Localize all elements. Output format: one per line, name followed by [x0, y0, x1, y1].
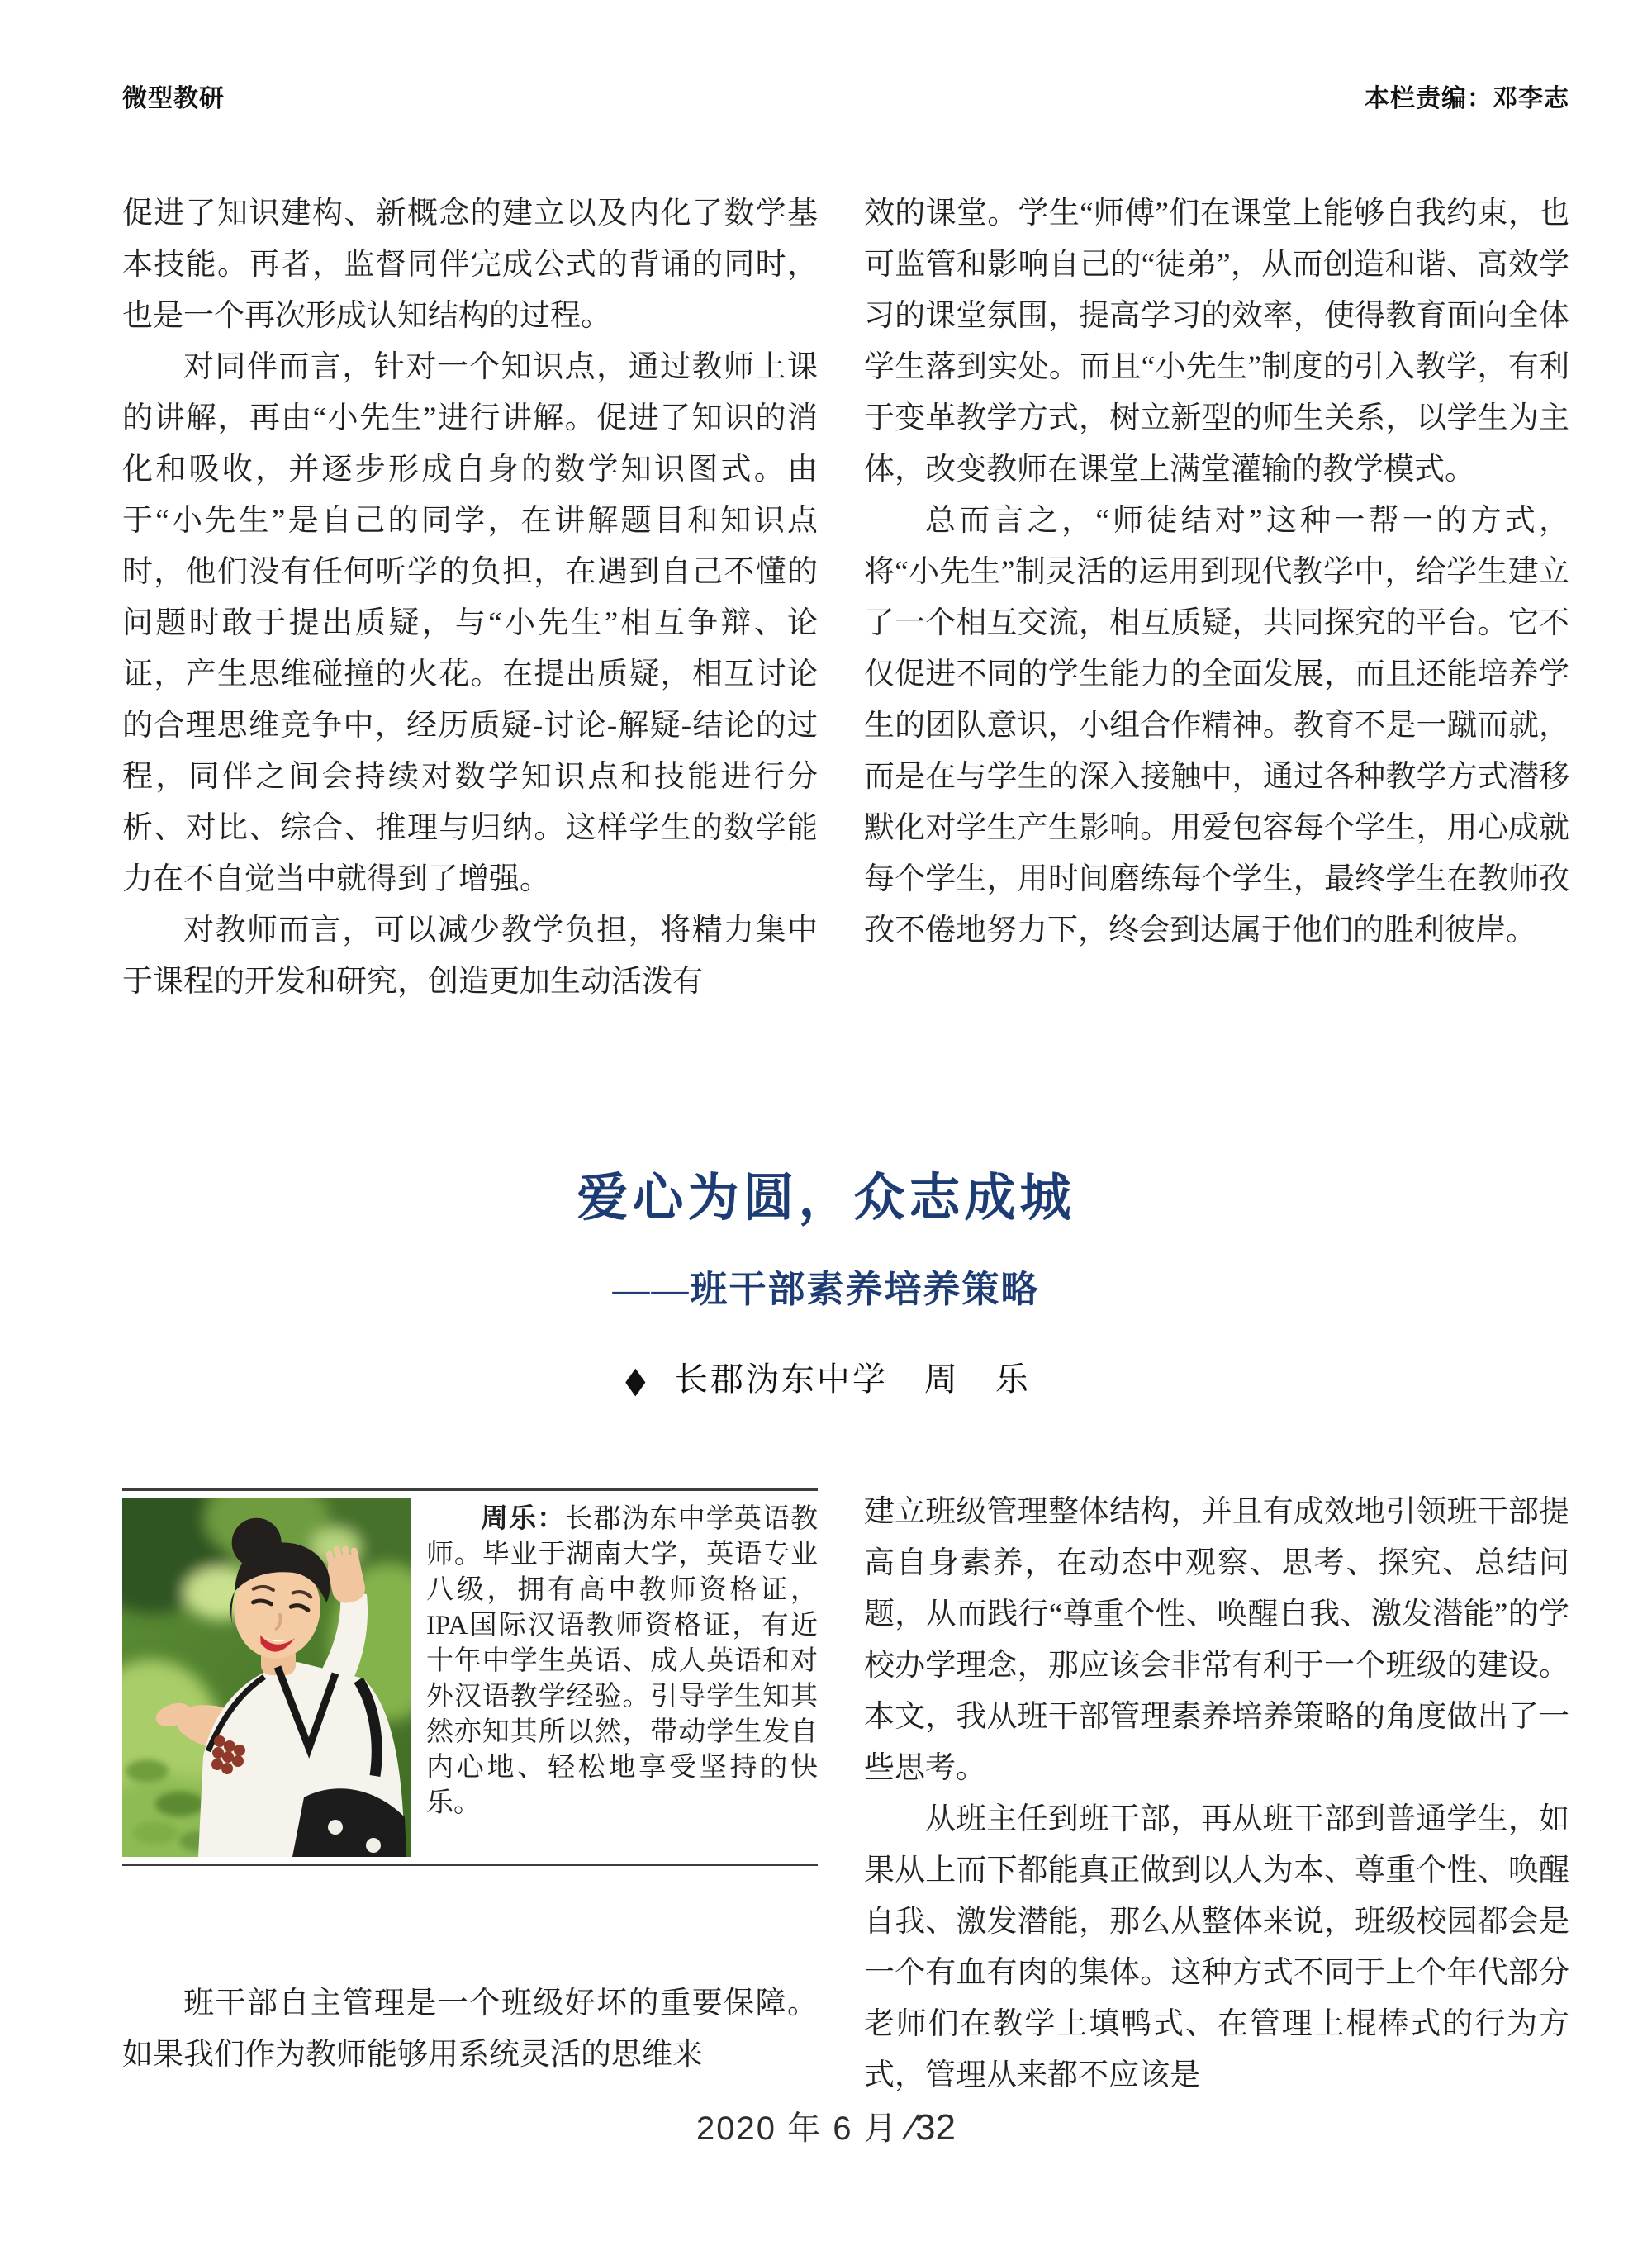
bio-paragraph: [426, 1502, 818, 1821]
paragraph: 效的课堂。学生“师傅”们在课堂上能够自我约束，也可监管和影响自己的“徒弟”，从而创造和谐、高效学习的课堂氛围，提高学习的效率，使得教育面向全体学生落到实处。而且“小先生”制度的引入教学，有利于变革教学方式，树立新型的师生关系，以学生为主体，改变教师在课堂上满堂灌输的教学模式。: [864, 197, 1569, 487]
author-school: 长郡沩东中学: [674, 1360, 888, 1398]
paragraph: 对同伴而言，针对一个知识点，通过教师上课的讲解，再由“小先生”进行讲解。促进了知识的消化和吸收，并逐步形成自身的数学知识图式。由于“小先生”是自己的同学，在讲解题目和知识点时，他们没有任何听学的负担，在遇到自己不懂的问题时敢于提出质疑，与“小先生”相互争辩、论证，产生思维碰撞的火花。在提出质疑，相互讨论的合理思维竞争中，经历质疑-讨论-解疑-结论的过程，同伴之间会持续对数学知识点和技能进行分析、对比、综合、推理与归纳。这样学生的数学能力在不自觉当中就得到了增强。: [122, 350, 818, 896]
bio-box-top-rule: [122, 1488, 818, 1491]
footer-date: 2020 年 6 月: [696, 2110, 899, 2147]
footer-page-number: ∕32: [909, 2107, 956, 2148]
article-column-right: [864, 1487, 1569, 2101]
article-subtitle: ——班干部素养培养策略: [612, 1269, 1040, 1310]
author-bio: [426, 1502, 818, 1821]
header-section-label: 微型教研: [122, 85, 225, 112]
page-footer: [0, 2102, 1652, 2149]
top-article-column-right: [864, 188, 1569, 957]
bio-box-bottom-rule: [122, 1864, 818, 1866]
diamond-icon: ◆: [625, 1360, 648, 1400]
header-editor-label: 本栏责编：邓李志: [1365, 85, 1569, 112]
article-column-left: [122, 1978, 818, 2081]
paragraph: 建立班级管理整体结构，并且有成效地引领班干部提高自身素养，在动态中观察、思考、探究、总结问题，从而践行“尊重个性、唤醒自我、激发潜能”的学校办学理念，那应该会非常有利于一个班级的建设。本文，我从班干部管理素养培养策略的角度做出了一些思考。: [864, 1495, 1569, 1785]
paragraph: 班干部自主管理是一个班级好坏的重要保障。如果我们作为教师能够用系统灵活的思维来: [122, 1987, 818, 2072]
bio-text: 长郡沩东中学英语教师。毕业于湖南大学，英语专业八级，拥有高中教师资格证，IPA国际汉语教师资格证，有近十年中学生英语、成人英语和对外汉语教学经验。引导学生知其然亦知其所以然，带动学生发自内心地、轻松地享受坚持的快乐。: [426, 1504, 819, 1818]
bio-author-name: 周乐：: [481, 1504, 566, 1534]
author-name: 周 乐: [923, 1360, 1031, 1398]
paragraph: 促进了知识建构、新概念的建立以及内化了数学基本技能。再者，监督同伴完成公式的背诵的同时，也是一个再次形成认知结构的过程。: [122, 197, 818, 333]
paragraph: 从班主任到班干部，再从班干部到普通学生，如果从上而下都能真正做到以人为本、尊重个性、唤醒自我、激发潜能，那么从整体来说，班级校园都会是一个有血有肉的集体。这种方式不同于上个年代部分老师们在教学上填鸭式、在管理上棍棒式的行为方式，管理从来都不应该是: [864, 1802, 1569, 2092]
top-article-column-left: [122, 188, 818, 1008]
teacher-photo: [122, 1498, 411, 1857]
article-title: 爱心为圆，众志成城: [577, 1170, 1075, 1227]
paragraph: 对教师而言，可以减少教学负担，将精力集中于课程的开发和研究，创造更加生动活泼有: [122, 914, 818, 999]
paragraph: 总而言之，“师徒结对”这种一帮一的方式，将“小先生”制灵活的运用到现代教学中，给学生建立了一个相互交流，相互质疑，共同探究的平台。它不仅促进不同的学生能力的全面发展，而且还能培养学生的团队意识，小组合作精神。教育不是一蹴而就，而是在与学生的深入接触中，通过各种教学方式潜移默化对学生产生影响。用爱包容每个学生，用心成就每个学生，用时间磨练每个学生，最终学生在教师孜孜不倦地努力下，终会到达属于他们的胜利彼岸。: [864, 504, 1569, 947]
author-line: [122, 1353, 1530, 1401]
